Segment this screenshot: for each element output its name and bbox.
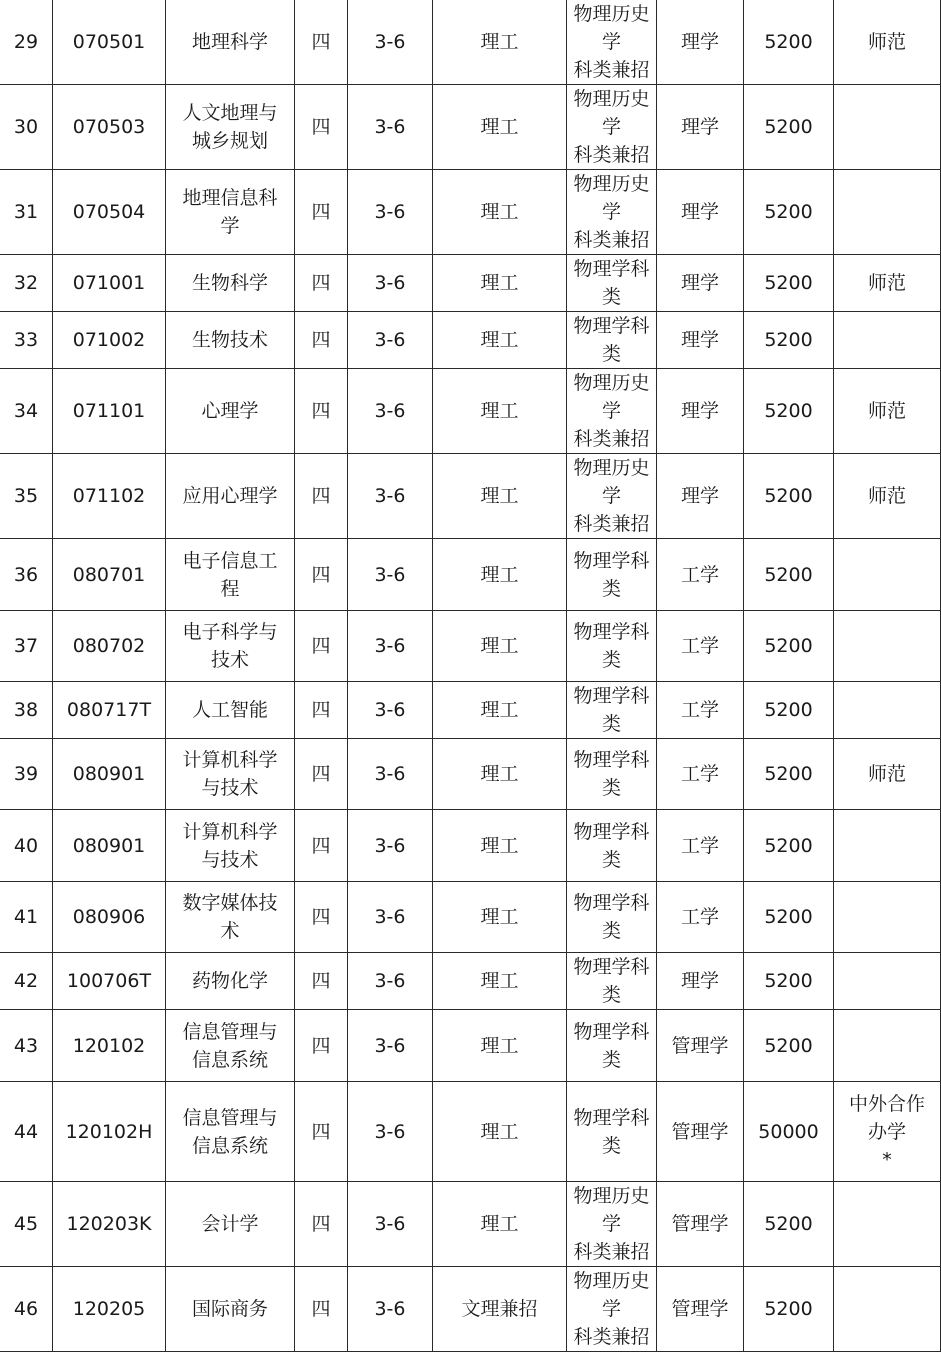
cell-years: 四: [295, 739, 348, 810]
cell-subject-requirement: [567, 0, 657, 85]
cell-note: [834, 170, 941, 255]
cell-tuition: 5200: [744, 810, 834, 882]
cell-major-name-line: 国际商务: [191, 1298, 268, 1320]
cell-subject-requirement: [567, 1182, 657, 1267]
cell-subject-requirement-line: 物理历史学: [573, 457, 650, 507]
cell-subject-requirement-line: 物理学科类: [573, 549, 650, 600]
cell-tuition: 5200: [744, 1182, 834, 1267]
cell-code: 071001: [53, 255, 166, 312]
cell-subject-requirement: [567, 539, 657, 611]
cell-subject-requirement-line: 物理历史学: [573, 88, 650, 138]
cell-major-name: [166, 1010, 295, 1082]
cell-duration: 3-6: [348, 739, 433, 810]
cell-major-name-line: 与技术: [201, 777, 259, 799]
cell-category: 理工: [433, 611, 567, 682]
cell-category: 理工: [433, 539, 567, 611]
cell-duration: 3-6: [348, 1082, 433, 1182]
cell-major-name: [166, 682, 295, 739]
cell-years: 四: [295, 255, 348, 312]
cell-degree: 工学: [657, 810, 744, 882]
cell-note: [834, 882, 941, 953]
cell-tuition: 5200: [744, 1010, 834, 1082]
cell-category: 理工: [433, 953, 567, 1010]
cell-subject-requirement: [567, 1010, 657, 1082]
cell-major-name-line: 信息管理与: [182, 1106, 278, 1129]
cell-major-name-line: 计算机科学: [182, 820, 278, 843]
cell-major-name-line: 人工智能: [191, 699, 268, 721]
cell-duration: 3-6: [348, 539, 433, 611]
cell-code: 071101: [53, 369, 166, 454]
cell-category: 理工: [433, 739, 567, 810]
cell-note-line: 师范: [867, 763, 906, 785]
cell-major-name: [166, 170, 295, 255]
cell-code: 080901: [53, 810, 166, 882]
cell-years: 四: [295, 454, 348, 539]
table-row: [0, 1182, 941, 1267]
cell-major-name: [166, 539, 295, 611]
cell-subject-requirement: [567, 810, 657, 882]
cell-tuition: 50000: [744, 1082, 834, 1182]
cell-major-name-line: 人文地理与: [182, 102, 278, 124]
cell-no: 36: [0, 539, 53, 611]
cell-subject-requirement: [567, 682, 657, 739]
cell-subject-requirement-line: 物理学科类: [573, 315, 650, 365]
cell-major-name-line: 电子科学与: [182, 621, 278, 643]
cell-major-name-line: 地理科学: [191, 31, 268, 53]
cell-code: 120203K: [53, 1182, 166, 1267]
cell-years: 四: [295, 0, 348, 85]
cell-subject-requirement: [567, 255, 657, 312]
cell-category: 理工: [433, 85, 567, 170]
cell-major-name: [166, 1267, 295, 1352]
cell-degree: 理学: [657, 85, 744, 170]
cell-major-name-line: 心理学: [201, 400, 259, 422]
cell-subject-requirement: [567, 882, 657, 953]
cell-category: 理工: [433, 1082, 567, 1182]
cell-category: 文理兼招: [433, 1267, 567, 1352]
cell-subject-requirement-line: 物理历史学: [573, 1185, 650, 1235]
table-row: [0, 1267, 941, 1352]
cell-years: 四: [295, 170, 348, 255]
cell-major-name-line: 数字媒体技: [182, 892, 278, 914]
table-row: [0, 85, 941, 170]
table-row: [0, 454, 941, 539]
cell-note-line: *: [882, 1148, 892, 1171]
cell-code: 070503: [53, 85, 166, 170]
cell-note-line: 师范: [867, 31, 906, 53]
cell-no: 33: [0, 312, 53, 369]
cell-major-name-line: 药物化学: [191, 970, 268, 992]
cell-subject-requirement: [567, 85, 657, 170]
cell-years: 四: [295, 369, 348, 454]
cell-major-name-line: 电子信息工: [182, 549, 278, 572]
cell-major-name-line: 计算机科学: [182, 749, 278, 771]
cell-tuition: 5200: [744, 953, 834, 1010]
cell-no: 35: [0, 454, 53, 539]
cell-tuition: 5200: [744, 539, 834, 611]
cell-code: 100706T: [53, 953, 166, 1010]
cell-subject-requirement-line: 物理学科类: [573, 956, 650, 1006]
cell-major-name-line: 会计学: [201, 1213, 259, 1235]
cell-tuition: 5200: [744, 255, 834, 312]
cell-degree: 管理学: [657, 1082, 744, 1182]
cell-subject-requirement-line: 物理学科类: [573, 892, 650, 942]
cell-no: 43: [0, 1010, 53, 1082]
cell-no: 34: [0, 369, 53, 454]
cell-subject-requirement-line: 科类兼招: [573, 428, 650, 450]
cell-no: 46: [0, 1267, 53, 1352]
cell-major-name-line: 与技术: [201, 848, 259, 871]
cell-duration: 3-6: [348, 312, 433, 369]
cell-duration: 3-6: [348, 682, 433, 739]
cell-major-name-line: 程: [220, 577, 240, 600]
cell-degree: 工学: [657, 539, 744, 611]
cell-no: 40: [0, 810, 53, 882]
cell-code: 070501: [53, 0, 166, 85]
cell-category: 理工: [433, 312, 567, 369]
cell-major-name-line: 技术: [210, 649, 249, 671]
table-row: [0, 255, 941, 312]
cell-years: 四: [295, 953, 348, 1010]
cell-code: 071002: [53, 312, 166, 369]
cell-degree: 工学: [657, 739, 744, 810]
cell-subject-requirement: [567, 739, 657, 810]
cell-code: 120102H: [53, 1082, 166, 1182]
cell-note: [834, 312, 941, 369]
cell-years: 四: [295, 882, 348, 953]
cell-degree: 理学: [657, 0, 744, 85]
cell-note: [834, 454, 941, 539]
cell-code: 080901: [53, 739, 166, 810]
cell-no: 37: [0, 611, 53, 682]
cell-subject-requirement-line: 科类兼招: [573, 1326, 650, 1348]
table-row: [0, 739, 941, 810]
cell-years: 四: [295, 312, 348, 369]
cell-note-line: 师范: [867, 485, 906, 507]
cell-note-line: 办学: [867, 1120, 906, 1143]
cell-no: 32: [0, 255, 53, 312]
cell-duration: 3-6: [348, 0, 433, 85]
cell-major-name-line: 生物技术: [191, 329, 268, 351]
cell-tuition: 5200: [744, 170, 834, 255]
cell-tuition: 5200: [744, 454, 834, 539]
cell-degree: 理学: [657, 170, 744, 255]
cell-code: 080702: [53, 611, 166, 682]
table-row: [0, 0, 941, 85]
cell-note: [834, 85, 941, 170]
cell-major-name-line: 信息系统: [191, 1134, 268, 1157]
cell-note: [834, 1082, 941, 1182]
cell-code: 080906: [53, 882, 166, 953]
cell-subject-requirement: [567, 312, 657, 369]
cell-category: 理工: [433, 454, 567, 539]
cell-subject-requirement-line: 物理学科类: [573, 621, 650, 671]
cell-note: [834, 1182, 941, 1267]
cell-major-name-line: 生物科学: [191, 272, 268, 294]
cell-major-name-line: 信息管理与: [182, 1020, 278, 1043]
table-row: [0, 1082, 941, 1182]
cell-note-line: 中外合作: [848, 1092, 925, 1115]
cell-degree: 理学: [657, 369, 744, 454]
cell-code: 070504: [53, 170, 166, 255]
cell-major-name: [166, 85, 295, 170]
cell-subject-requirement-line: 物理历史学: [573, 372, 650, 422]
cell-major-name: [166, 312, 295, 369]
cell-years: 四: [295, 810, 348, 882]
cell-subject-requirement-line: 科类兼招: [573, 229, 650, 251]
cell-note: [834, 953, 941, 1010]
cell-subject-requirement-line: 科类兼招: [573, 59, 650, 81]
cell-note: [834, 682, 941, 739]
cell-subject-requirement-line: 物理历史学: [573, 3, 650, 53]
cell-duration: 3-6: [348, 369, 433, 454]
cell-degree: 理学: [657, 454, 744, 539]
cell-note: [834, 611, 941, 682]
table-row: [0, 1010, 941, 1082]
cell-degree: 管理学: [657, 1182, 744, 1267]
cell-note: [834, 539, 941, 611]
cell-years: 四: [295, 1182, 348, 1267]
cell-tuition: 5200: [744, 882, 834, 953]
cell-no: 42: [0, 953, 53, 1010]
cell-note: [834, 0, 941, 85]
cell-duration: 3-6: [348, 1010, 433, 1082]
cell-subject-requirement-line: 物理学科类: [573, 685, 650, 735]
cell-category: 理工: [433, 682, 567, 739]
cell-category: 理工: [433, 0, 567, 85]
cell-major-name: [166, 0, 295, 85]
cell-note-line: 师范: [867, 272, 906, 294]
cell-degree: 管理学: [657, 1010, 744, 1082]
cell-subject-requirement-line: 物理历史学: [573, 173, 650, 223]
cell-code: 120205: [53, 1267, 166, 1352]
cell-note-line: 师范: [867, 400, 906, 422]
cell-no: 45: [0, 1182, 53, 1267]
cell-no: 31: [0, 170, 53, 255]
cell-duration: 3-6: [348, 1182, 433, 1267]
cell-subject-requirement: [567, 1267, 657, 1352]
table-row: [0, 882, 941, 953]
cell-major-name-line: 术: [220, 920, 240, 942]
cell-no: 44: [0, 1082, 53, 1182]
cell-note: [834, 810, 941, 882]
cell-years: 四: [295, 1082, 348, 1182]
cell-subject-requirement-line: 物理学科类: [573, 258, 650, 308]
cell-category: 理工: [433, 1182, 567, 1267]
cell-subject-requirement: [567, 953, 657, 1010]
cell-no: 29: [0, 0, 53, 85]
cell-degree: 管理学: [657, 1267, 744, 1352]
cell-duration: 3-6: [348, 882, 433, 953]
cell-years: 四: [295, 611, 348, 682]
table-row: [0, 312, 941, 369]
cell-major-name-line: 地理信息科: [182, 187, 278, 209]
cell-duration: 3-6: [348, 255, 433, 312]
cell-major-name-line: 学: [220, 215, 240, 237]
cell-note: [834, 369, 941, 454]
cell-code: 071102: [53, 454, 166, 539]
cell-tuition: 5200: [744, 312, 834, 369]
table-row: [0, 953, 941, 1010]
cell-code: 080701: [53, 539, 166, 611]
cell-duration: 3-6: [348, 170, 433, 255]
cell-subject-requirement-line: 物理学科类: [573, 749, 650, 799]
table-row: [0, 539, 941, 611]
cell-subject-requirement: [567, 611, 657, 682]
cell-duration: 3-6: [348, 810, 433, 882]
cell-major-name: [166, 1082, 295, 1182]
table-row: [0, 810, 941, 882]
cell-subject-requirement-line: 科类兼招: [573, 144, 650, 166]
cell-duration: 3-6: [348, 1267, 433, 1352]
cell-major-name-line: 应用心理学: [182, 485, 278, 507]
cell-major-name: [166, 369, 295, 454]
cell-subject-requirement: [567, 1082, 657, 1182]
cell-note: [834, 739, 941, 810]
cell-degree: 理学: [657, 255, 744, 312]
cell-major-name: [166, 1182, 295, 1267]
cell-subject-requirement: [567, 369, 657, 454]
cell-major-name-line: 城乡规划: [191, 130, 268, 152]
cell-tuition: 5200: [744, 85, 834, 170]
table-row: [0, 170, 941, 255]
cell-subject-requirement-line: 科类兼招: [573, 513, 650, 535]
cell-note: [834, 1267, 941, 1352]
cell-years: 四: [295, 539, 348, 611]
cell-no: 41: [0, 882, 53, 953]
cell-code: 080717T: [53, 682, 166, 739]
cell-degree: 工学: [657, 682, 744, 739]
table-row: [0, 611, 941, 682]
cell-degree: 理学: [657, 953, 744, 1010]
cell-major-name: [166, 953, 295, 1010]
cell-subject-requirement-line: 物理学科类: [573, 1020, 650, 1071]
cell-subject-requirement-line: 科类兼招: [573, 1241, 650, 1263]
cell-years: 四: [295, 1267, 348, 1352]
cell-category: 理工: [433, 369, 567, 454]
cell-no: 38: [0, 682, 53, 739]
cell-tuition: 5200: [744, 611, 834, 682]
cell-tuition: 5200: [744, 0, 834, 85]
cell-major-name: [166, 454, 295, 539]
cell-note: [834, 1010, 941, 1082]
table-row: [0, 369, 941, 454]
cell-tuition: 5200: [744, 682, 834, 739]
table-row: [0, 682, 941, 739]
cell-note: [834, 255, 941, 312]
cell-no: 30: [0, 85, 53, 170]
cell-years: 四: [295, 682, 348, 739]
cell-tuition: 5200: [744, 369, 834, 454]
cell-major-name: [166, 611, 295, 682]
cell-subject-requirement-line: 物理学科类: [573, 1106, 650, 1157]
cell-category: 理工: [433, 1010, 567, 1082]
cell-duration: 3-6: [348, 85, 433, 170]
cell-tuition: 5200: [744, 1267, 834, 1352]
cell-no: 39: [0, 739, 53, 810]
cell-duration: 3-6: [348, 611, 433, 682]
cell-major-name: [166, 882, 295, 953]
cell-years: 四: [295, 85, 348, 170]
cell-major-name: [166, 255, 295, 312]
cell-major-name: [166, 810, 295, 882]
cell-tuition: 5200: [744, 739, 834, 810]
cell-major-name: [166, 739, 295, 810]
cell-degree: 工学: [657, 611, 744, 682]
cell-category: 理工: [433, 170, 567, 255]
cell-duration: 3-6: [348, 454, 433, 539]
cell-subject-requirement-line: 物理学科类: [573, 820, 650, 871]
cell-code: 120102: [53, 1010, 166, 1082]
cell-major-name-line: 信息系统: [191, 1048, 268, 1071]
cell-subject-requirement-line: 物理历史学: [573, 1270, 650, 1320]
cell-subject-requirement: [567, 454, 657, 539]
cell-category: 理工: [433, 810, 567, 882]
cell-category: 理工: [433, 255, 567, 312]
cell-subject-requirement: [567, 170, 657, 255]
cell-degree: 理学: [657, 312, 744, 369]
cell-category: 理工: [433, 882, 567, 953]
cell-years: 四: [295, 1010, 348, 1082]
cell-degree: 工学: [657, 882, 744, 953]
cell-duration: 3-6: [348, 953, 433, 1010]
